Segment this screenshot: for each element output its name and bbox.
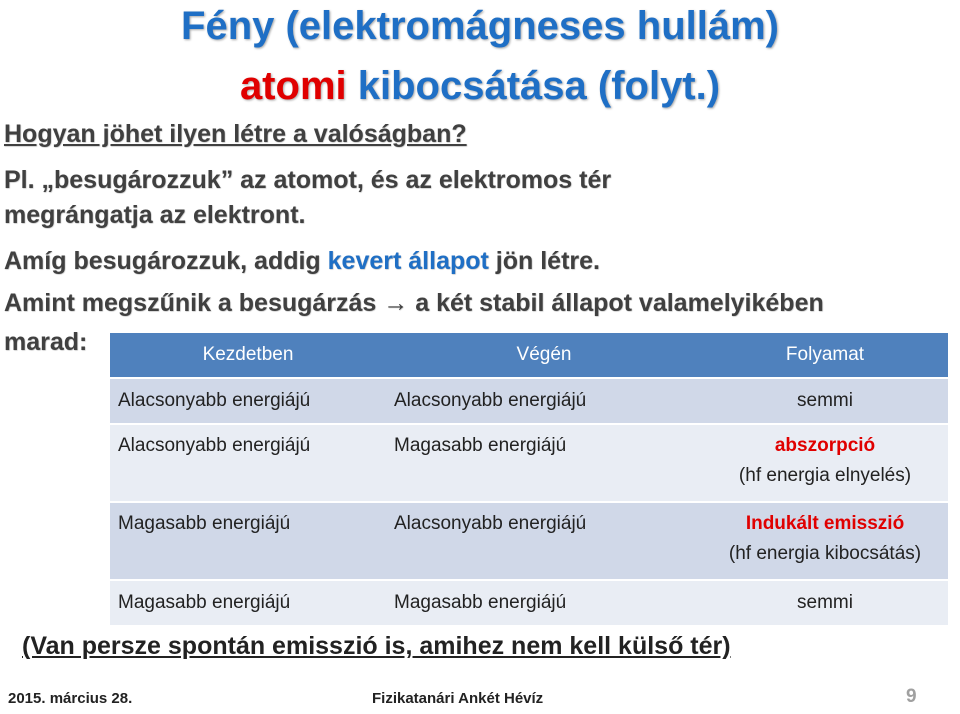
header-end: Végén (386, 333, 702, 377)
process-name: abszorpció (774, 435, 876, 456)
cell-process: semmi (702, 579, 948, 625)
table-row (110, 579, 948, 625)
cell-start: Alacsonyabb energiájú (110, 377, 386, 423)
slide-title-line1: Fény (elektromágneses hullám) (181, 4, 779, 48)
body-line-5-a: Amint megszűnik a besugárzás (4, 289, 384, 317)
cell-end: Magasabb energiájú (386, 423, 702, 501)
cell-end: Alacsonyabb energiájú (386, 377, 702, 423)
header-start: Kezdetben (110, 333, 386, 377)
body-line-4 (4, 245, 600, 277)
table-row (110, 377, 948, 423)
body-line-6: marad: (4, 328, 88, 356)
process-detail: (hf energia elnyelés) (738, 465, 912, 486)
body-line-3: megrángatja az elektront. (4, 201, 306, 229)
title-highlight: atomi (239, 64, 347, 108)
mixed-state-highlight: kevert állapot (327, 247, 489, 275)
process-detail: (hf energia kibocsátás) (728, 543, 922, 564)
table-row (110, 423, 948, 501)
arrow-right-icon: → (383, 289, 409, 317)
body-line-5-b: a két stabil állapot valamelyikében (408, 289, 824, 317)
table-header-row (110, 333, 948, 377)
body-line-4-c: jön létre. (488, 247, 600, 275)
body-line-4-a: Amíg besugározzuk, addig (4, 247, 328, 275)
transition-table (110, 333, 948, 625)
header-process: Folyamat (702, 333, 948, 377)
cell-process (702, 501, 948, 579)
footer-event: Fizikatanári Ankét Hévíz (372, 690, 544, 707)
cell-start: Magasabb energiájú (110, 501, 386, 579)
spontaneous-emission-note: (Van persze spontán emisszió is, amihez nem kell külső tér) (22, 632, 731, 660)
cell-end: Alacsonyabb energiájú (386, 501, 702, 579)
title-rest: kibocsátása (folyt.) (346, 64, 721, 108)
table-row (110, 501, 948, 579)
footer-date: 2015. március 28. (8, 690, 133, 707)
cell-start: Magasabb energiájú (110, 579, 386, 625)
process-name: Indukált emisszió (745, 513, 905, 534)
cell-start: Alacsonyabb energiájú (110, 423, 386, 501)
body-line-2: Pl. „besugározzuk” az atomot, és az elektromos tér (4, 166, 612, 194)
cell-process: semmi (702, 377, 948, 423)
cell-process (702, 423, 948, 501)
body-line-5 (4, 287, 824, 319)
cell-end: Magasabb energiájú (386, 579, 702, 625)
question-line: Hogyan jöhet ilyen létre a valóságban? (4, 120, 467, 148)
page-number: 9 (906, 686, 917, 707)
slide-title-line2 (0, 62, 960, 110)
